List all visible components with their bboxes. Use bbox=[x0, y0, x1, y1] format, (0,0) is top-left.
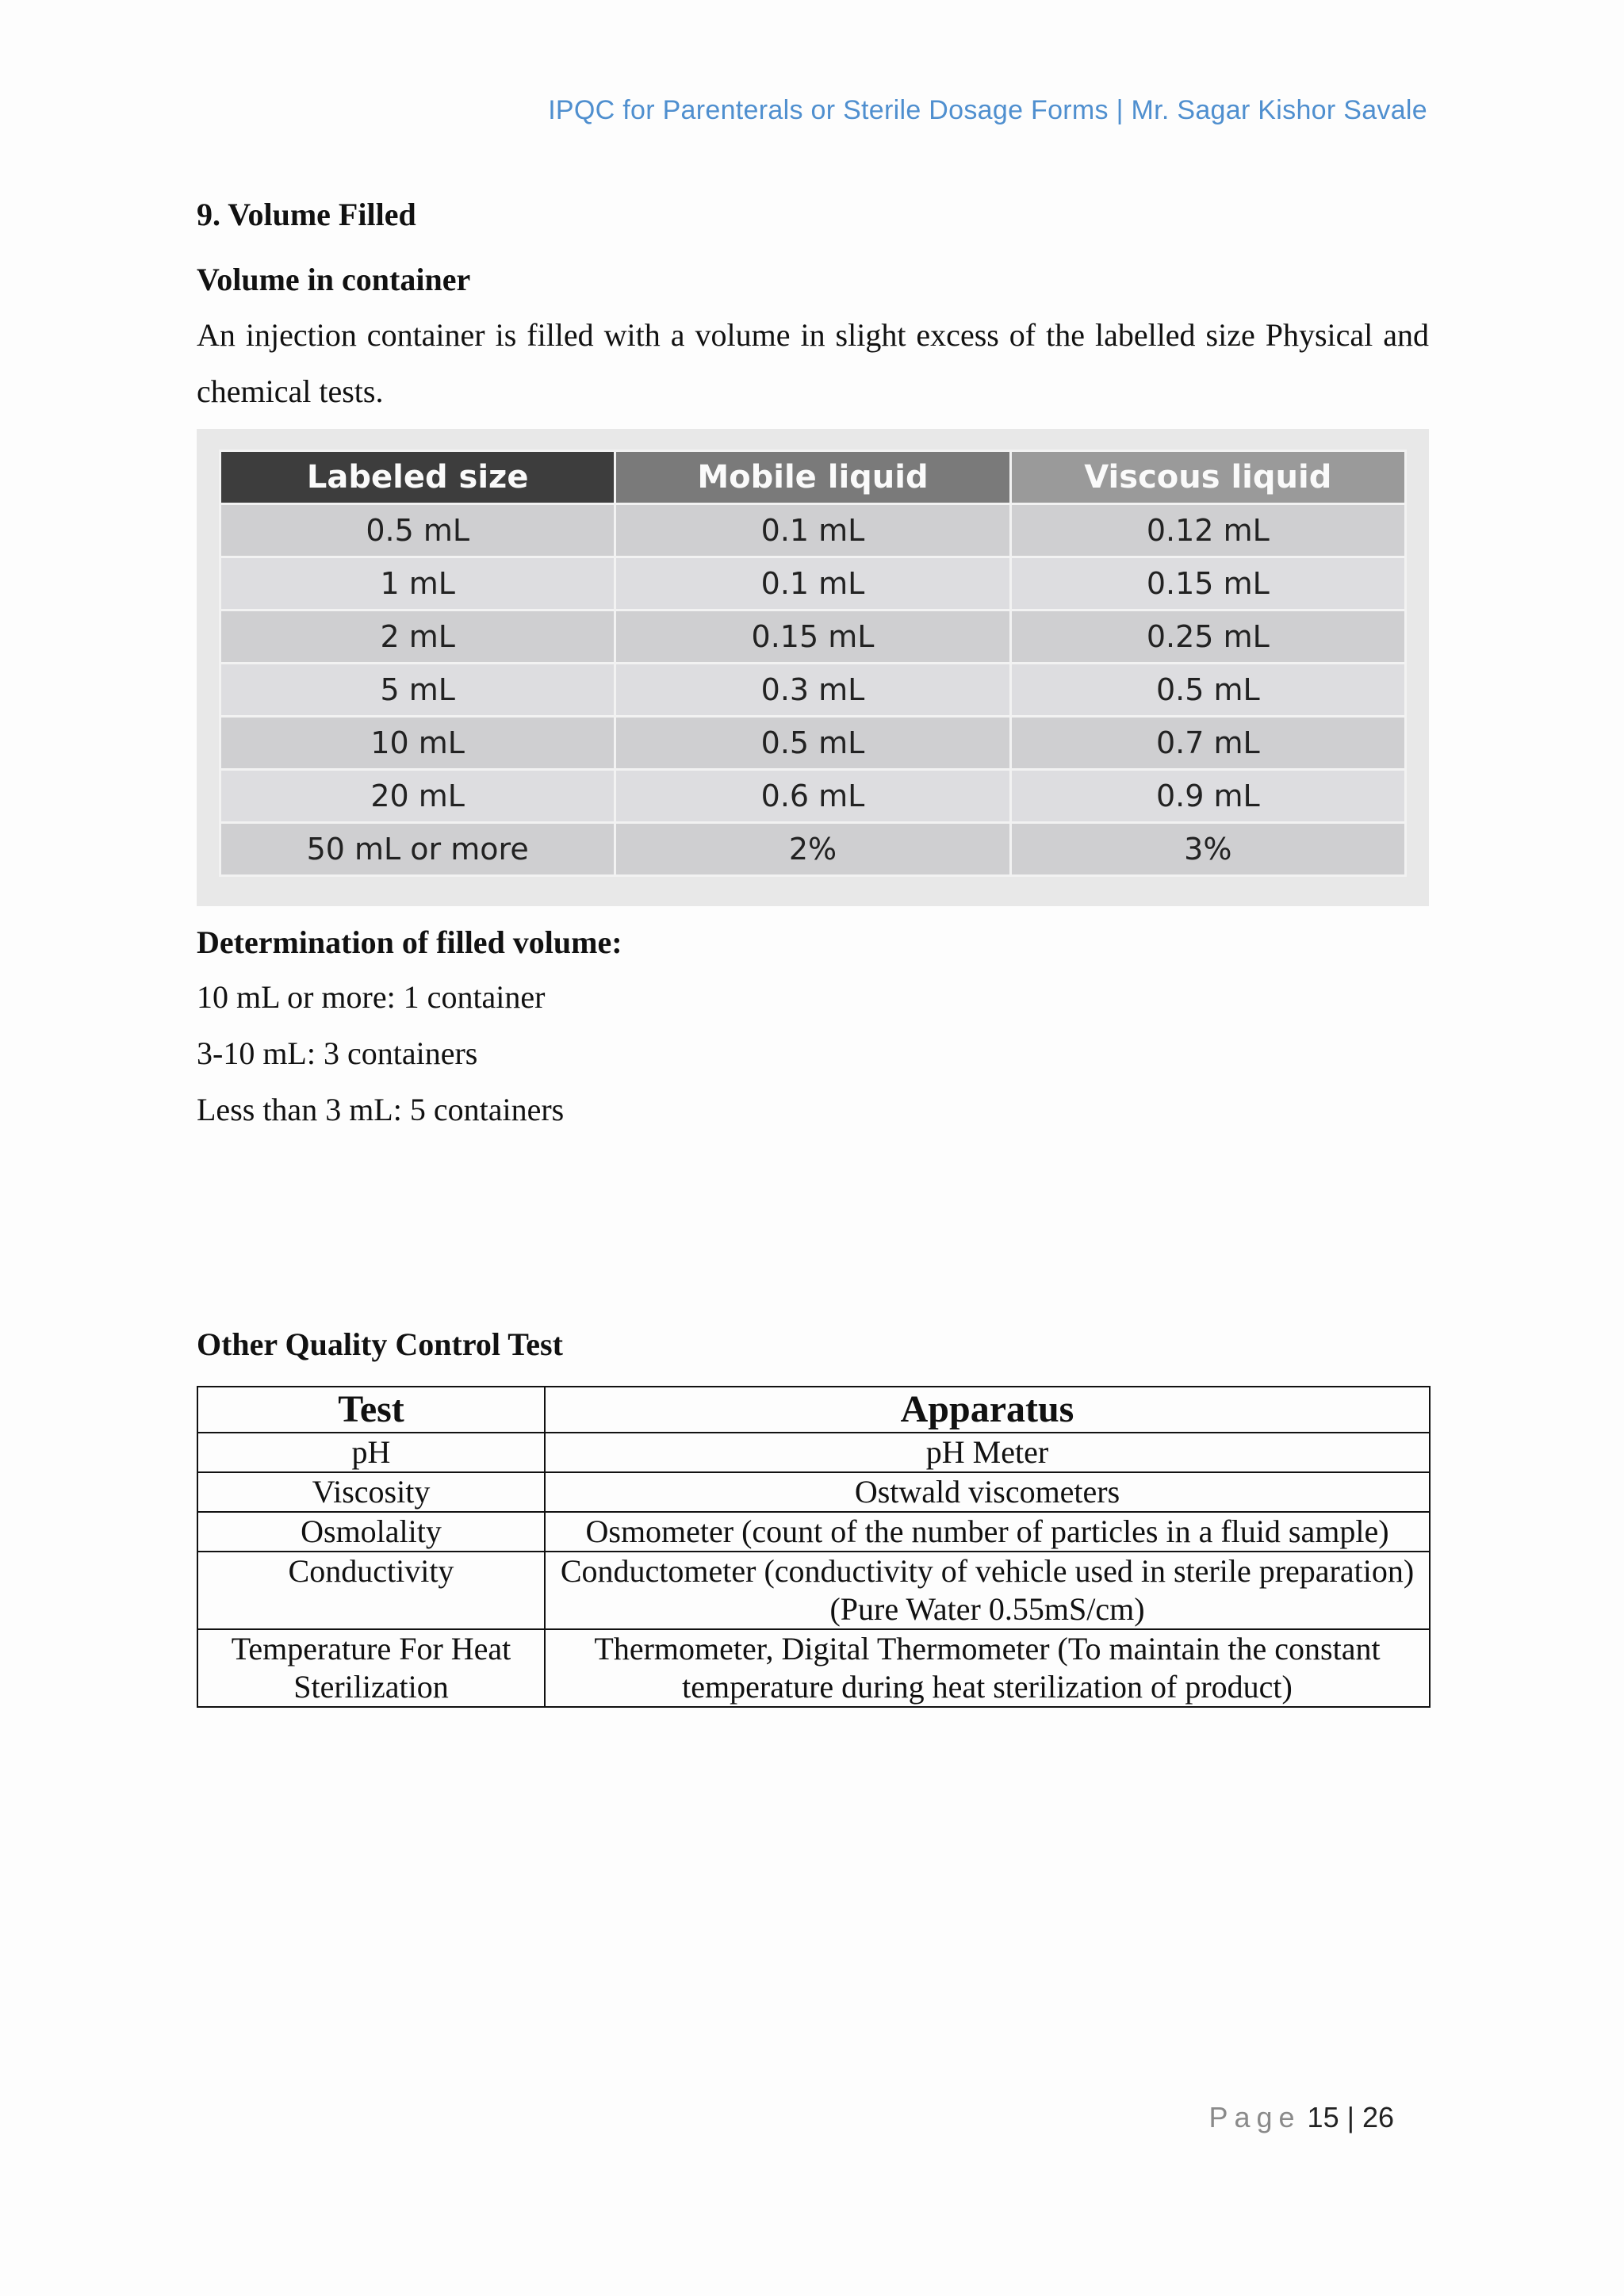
list-item: 10 mL or more: 1 container bbox=[197, 979, 546, 1015]
table-cell: Thermometer, Digital Thermometer (To maintain the constant temperature during heat sterilization of product) bbox=[545, 1629, 1430, 1707]
table-row bbox=[220, 504, 1406, 557]
table-row bbox=[220, 717, 1406, 770]
list-item: 3-10 mL: 3 containers bbox=[197, 1035, 478, 1071]
col-header-apparatus: Apparatus bbox=[545, 1387, 1430, 1433]
determination-list bbox=[197, 969, 564, 1138]
determination-heading: Determination of filled volume: bbox=[197, 924, 622, 960]
table-row bbox=[220, 770, 1406, 823]
table-cell: Osmometer (count of the number of particles in a fluid sample) bbox=[545, 1512, 1430, 1552]
col-header-test: Test bbox=[197, 1387, 545, 1433]
other-qc-heading: Other Quality Control Test bbox=[197, 1326, 563, 1362]
table-cell: 0.3 mL bbox=[615, 664, 1010, 717]
table-cell: 0.1 mL bbox=[615, 504, 1010, 557]
table-cell: 0.5 mL bbox=[1010, 664, 1405, 717]
table-cell: Viscosity bbox=[197, 1472, 545, 1512]
table-cell: Conductometer (conductivity of vehicle used in sterile preparation) (Pure Water 0.55mS/cm) bbox=[545, 1552, 1430, 1629]
table-row bbox=[197, 1433, 1430, 1472]
subheading-volume-in-container: Volume in container bbox=[197, 262, 471, 297]
volume-table bbox=[219, 450, 1407, 877]
table-row bbox=[197, 1552, 1430, 1629]
table-cell: Temperature For Heat Sterilization bbox=[197, 1629, 545, 1707]
table-row bbox=[197, 1629, 1430, 1707]
table-cell: 1 mL bbox=[220, 557, 615, 610]
volume-table-figure bbox=[197, 429, 1429, 906]
table-cell: 0.12 mL bbox=[1010, 504, 1405, 557]
table-cell: Osmolality bbox=[197, 1512, 545, 1552]
table-cell: 3% bbox=[1010, 823, 1405, 876]
table-cell: 0.1 mL bbox=[615, 557, 1010, 610]
table-row bbox=[220, 557, 1406, 610]
table-cell: 0.5 mL bbox=[615, 717, 1010, 770]
table-cell: 20 mL bbox=[220, 770, 615, 823]
page-footer bbox=[1208, 2101, 1394, 2134]
col-header-labeled-size: Labeled size bbox=[220, 451, 615, 504]
intro-paragraph: An injection container is filled with a volume in slight excess of the labelled size Physical and chemical tests. bbox=[197, 317, 1429, 409]
table-cell: 0.15 mL bbox=[615, 610, 1010, 664]
table-cell: 0.6 mL bbox=[615, 770, 1010, 823]
table-row bbox=[220, 664, 1406, 717]
table-cell: 2 mL bbox=[220, 610, 615, 664]
table-cell: 50 mL or more bbox=[220, 823, 615, 876]
list-item: Less than 3 mL: 5 containers bbox=[197, 1092, 565, 1127]
table-cell: 0.15 mL bbox=[1010, 557, 1405, 610]
table-cell: Conductivity bbox=[197, 1552, 545, 1629]
col-header-mobile-liquid: Mobile liquid bbox=[615, 451, 1010, 504]
section-heading: 9. Volume Filled bbox=[197, 197, 416, 232]
table-cell: pH bbox=[197, 1433, 545, 1472]
table-row bbox=[220, 610, 1406, 664]
page-word: Page bbox=[1208, 2101, 1301, 2133]
table-cell: 0.25 mL bbox=[1010, 610, 1405, 664]
running-header: IPQC for Parenterals or Sterile Dosage Forms | Mr. Sagar Kishor Savale bbox=[548, 95, 1427, 125]
table-cell: 0.7 mL bbox=[1010, 717, 1405, 770]
page-number: 15 | 26 bbox=[1307, 2101, 1394, 2133]
table-cell: 5 mL bbox=[220, 664, 615, 717]
table-cell: pH Meter bbox=[545, 1433, 1430, 1472]
table-cell: 0.9 mL bbox=[1010, 770, 1405, 823]
table-cell: 0.5 mL bbox=[220, 504, 615, 557]
table-row bbox=[220, 823, 1406, 876]
table-cell: 2% bbox=[615, 823, 1010, 876]
col-header-viscous-liquid: Viscous liquid bbox=[1010, 451, 1405, 504]
table-cell: 10 mL bbox=[220, 717, 615, 770]
volume-table-header-row bbox=[220, 451, 1406, 504]
table-row bbox=[197, 1512, 1430, 1552]
table-cell: Ostwald viscometers bbox=[545, 1472, 1430, 1512]
qc-table-header-row bbox=[197, 1387, 1430, 1433]
other-qc-table bbox=[197, 1386, 1431, 1708]
table-row bbox=[197, 1472, 1430, 1512]
